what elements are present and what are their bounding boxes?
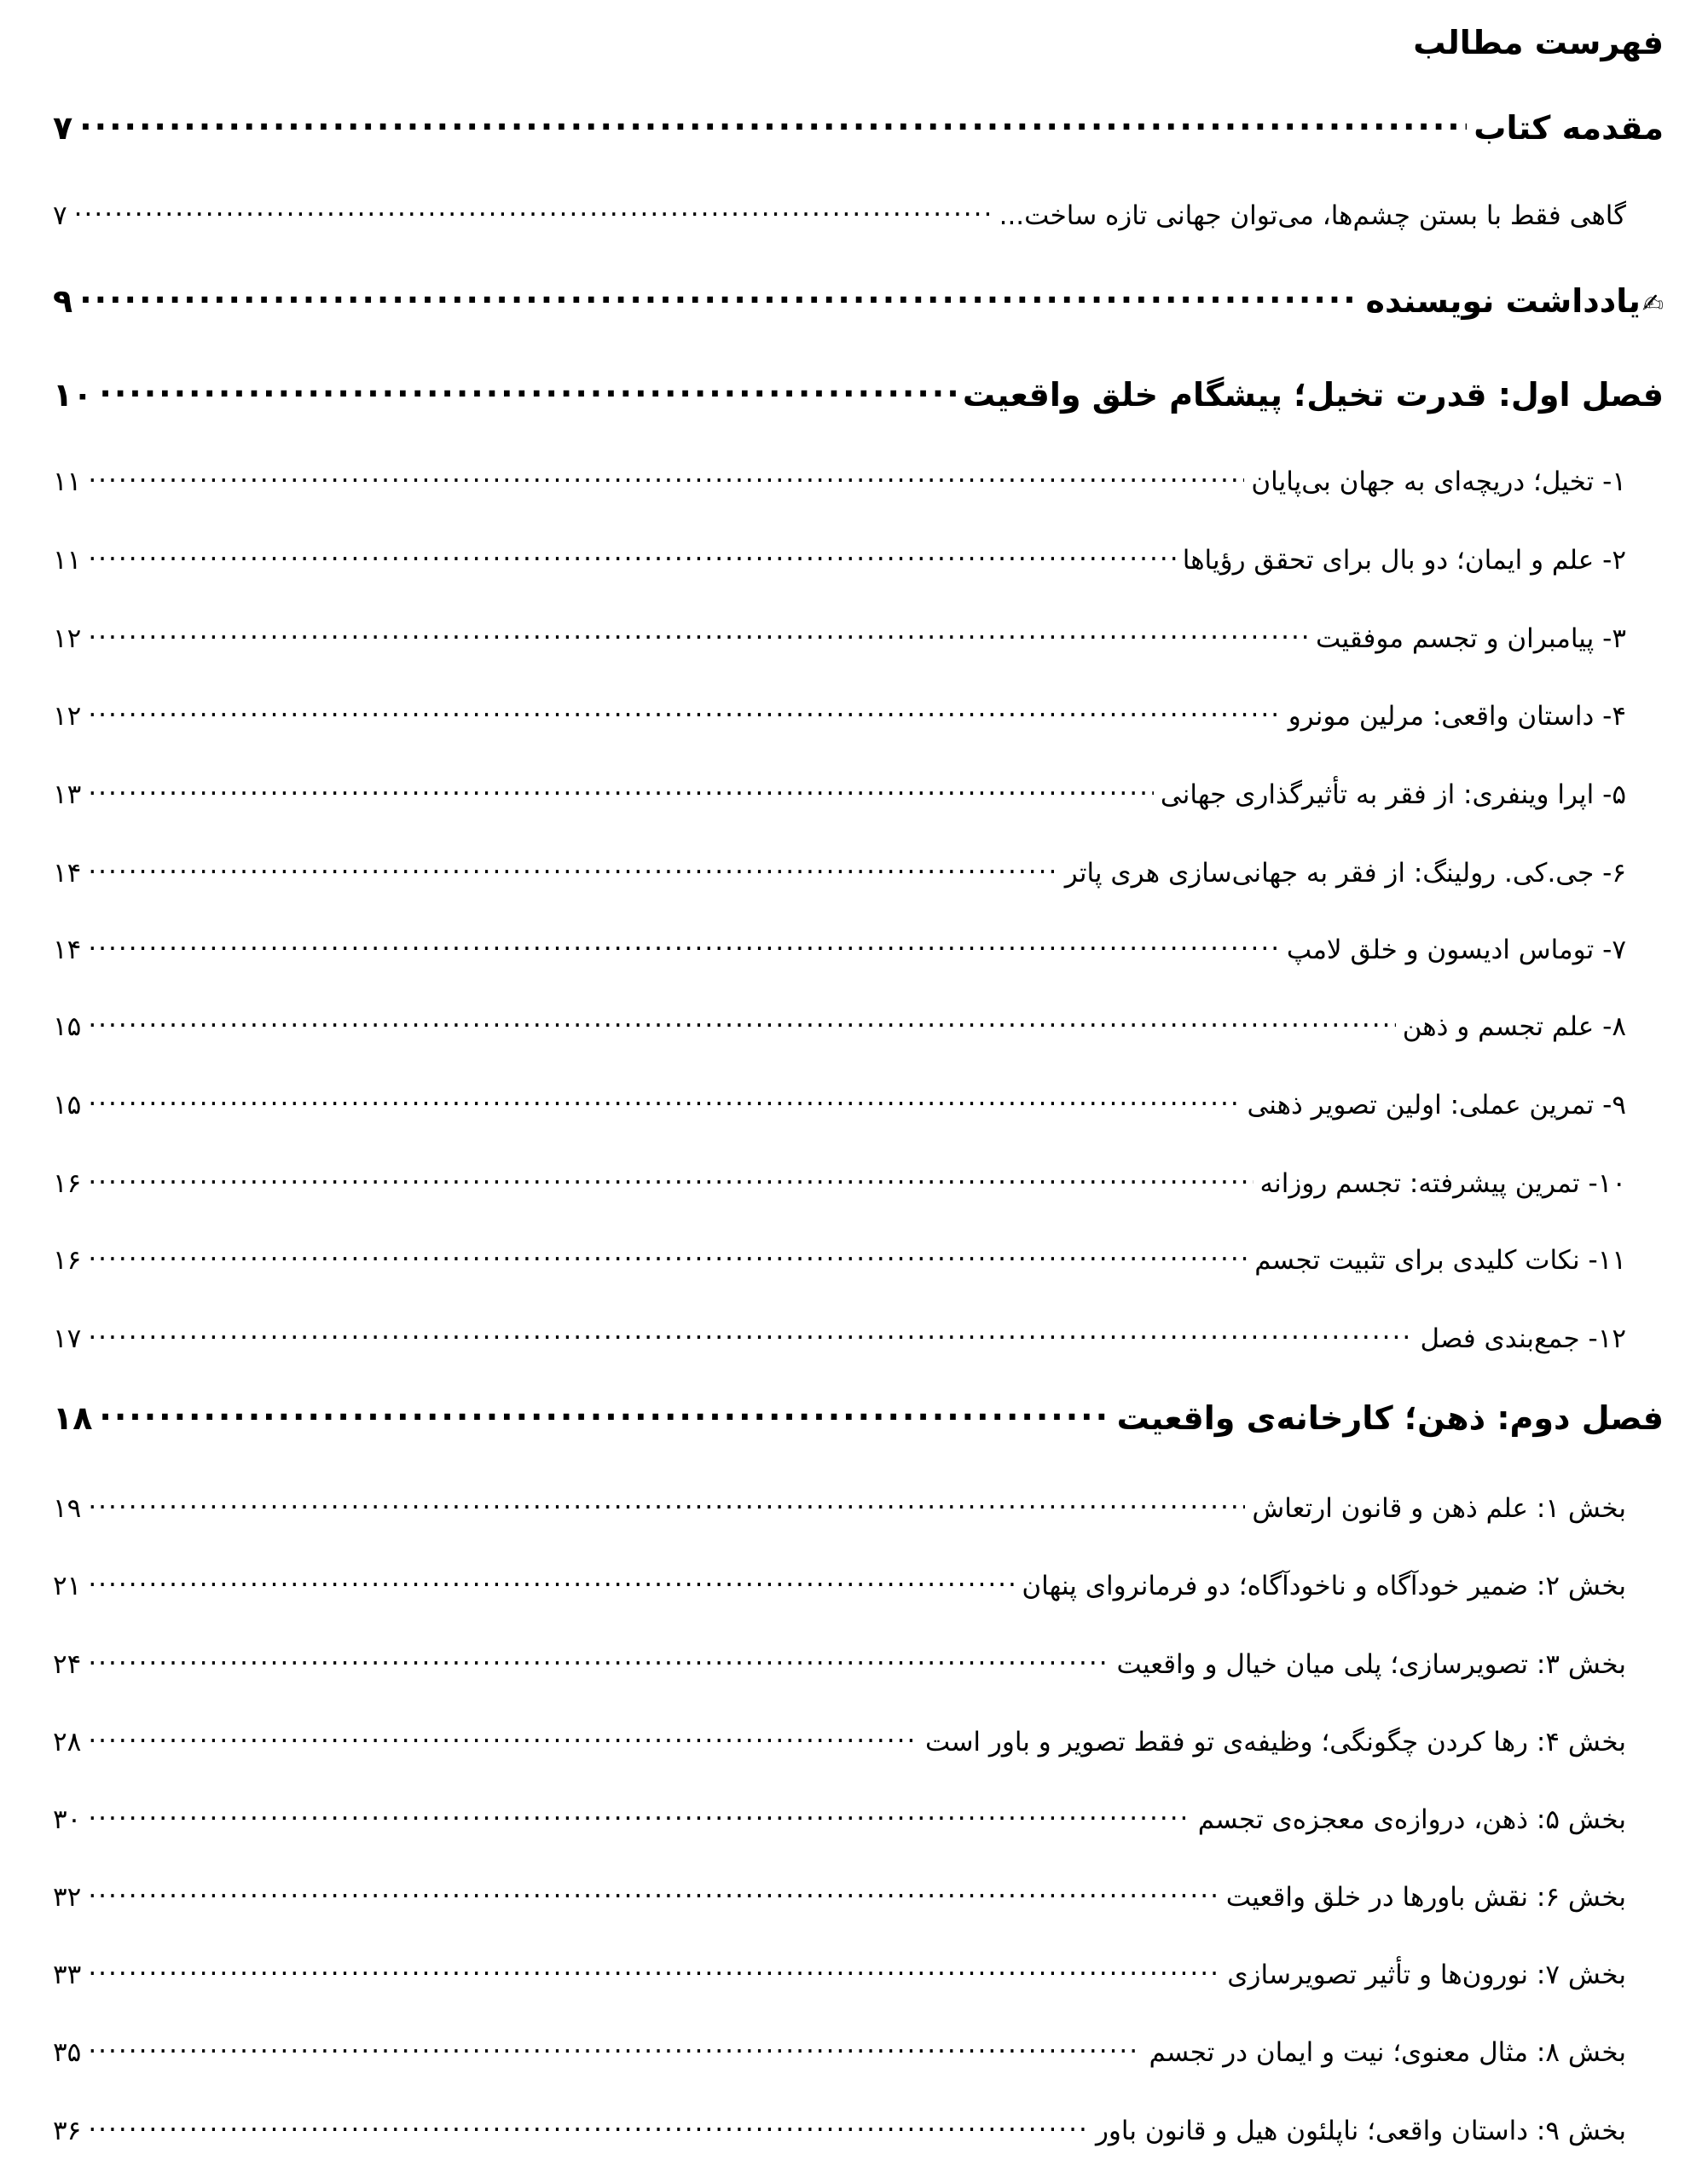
- toc-entry-label: بخش ۲: ضمیر خودآگاه و ناخودآگاه؛ دو فرمانروای پنهان: [1022, 1571, 1626, 1601]
- toc-entry-label: ۷- توماس ادیسون و خلق لامپ: [1286, 935, 1626, 965]
- toc-entry-label: ۱- تخیل؛ دریچه‌ای به جهان بی‌پایان: [1251, 466, 1626, 497]
- toc-page-number: ۱۳: [53, 779, 82, 810]
- toc-section-entry[interactable]: [53, 2113, 1626, 2146]
- toc-section-entry[interactable]: [53, 1568, 1626, 1601]
- dot-leader: [88, 1321, 1413, 1347]
- toc-section-entry[interactable]: [53, 542, 1626, 576]
- toc-page-number: ۱۱: [53, 466, 82, 497]
- toc-chapter-entry[interactable]: [53, 1397, 1664, 1437]
- dot-leader: [88, 2113, 1089, 2140]
- toc-entry-label: ۱۱- نکات کلیدی برای تثبیت تجسم: [1254, 1245, 1626, 1276]
- dot-leader: [88, 932, 1280, 958]
- toc-page-number: ۳۶: [53, 2116, 82, 2146]
- toc-section-entry[interactable]: [53, 1491, 1626, 1524]
- toc-entry-label: بخش ۱: علم ذهن و قانون ارتعاش: [1252, 1493, 1626, 1524]
- toc-section-entry[interactable]: [53, 1009, 1626, 1042]
- toc-section-entry[interactable]: [53, 698, 1626, 732]
- toc-section-entry[interactable]: [53, 1647, 1626, 1680]
- dot-leader: [88, 1957, 1220, 1983]
- toc-section-entry[interactable]: [53, 1957, 1626, 1990]
- toc-section-entry[interactable]: [53, 1087, 1626, 1120]
- toc-page-number: ۲۱: [53, 1571, 82, 1601]
- toc-entry-label: بخش ۵: ذهن، دروازه‌ی معجزه‌ی تجسم: [1197, 1804, 1626, 1835]
- toc-section-entry[interactable]: [53, 621, 1626, 654]
- toc-section-entry[interactable]: [53, 464, 1626, 497]
- toc-page-number: ۷: [53, 200, 67, 231]
- toc-entry-label: ۹- تمرین عملی: اولین تصویر ذهنی: [1247, 1090, 1626, 1120]
- dot-leader: [74, 198, 993, 224]
- dot-leader: [88, 542, 1175, 569]
- dot-leader: [88, 1009, 1395, 1035]
- toc-page-number: ۱۴: [53, 858, 82, 889]
- toc-page-number: ۱۹: [53, 1493, 82, 1524]
- toc-section-entry[interactable]: [53, 1242, 1626, 1276]
- writing-hand-icon: ✍: [1641, 289, 1664, 319]
- dot-leader: [88, 698, 1281, 725]
- toc-section-entry[interactable]: [53, 1802, 1626, 1835]
- toc-section-entry[interactable]: [53, 855, 1626, 889]
- toc-page-number: ۱۷: [53, 1323, 82, 1354]
- dot-leader: [88, 621, 1309, 647]
- toc-page-number: ۹: [53, 282, 73, 320]
- toc-page-number: ۳۰: [53, 1804, 82, 1835]
- toc-entry-label: ۳- پیامبران و تجسم موفقیت: [1316, 623, 1626, 654]
- dot-leader: [88, 1879, 1219, 1906]
- toc-entry-label: ۵- اپرا وینفری: از فقر به تأثیرگذاری جهانی: [1160, 779, 1626, 810]
- toc-section-entry[interactable]: [53, 1879, 1626, 1913]
- toc-section-entry[interactable]: [53, 932, 1626, 965]
- dot-leader: [88, 855, 1057, 882]
- page-title: فهرست مطالب: [1413, 24, 1664, 61]
- toc-section-entry[interactable]: [53, 1166, 1626, 1199]
- toc-entry-label: بخش ۴: رها کردن چگونگی؛ وظیفه‌ی تو فقط تصویر و باور است: [925, 1727, 1626, 1757]
- toc-section-entry[interactable]: [53, 198, 1626, 231]
- toc-section-entry[interactable]: [53, 2035, 1626, 2068]
- toc-page-number: ۱۸: [53, 1399, 93, 1437]
- toc-page-number: ۱۲: [53, 701, 82, 732]
- toc-entry-label: ۸- علم تجسم و ذهن: [1402, 1011, 1626, 1042]
- toc-page-number: ۳۳: [53, 1960, 82, 1990]
- toc-entry-label: مقدمه کتاب: [1474, 109, 1664, 147]
- toc-entry-label: فصل اول: قدرت تخیل؛ پیشگام خلق واقعیت: [962, 376, 1664, 414]
- toc-page-number: ۷: [53, 109, 73, 147]
- toc-chapter-entry[interactable]: [53, 280, 1664, 320]
- toc-section-entry[interactable]: [53, 1321, 1626, 1354]
- toc-entry-label: بخش ۶: نقش باورها در خلق واقعیت: [1225, 1882, 1626, 1913]
- toc-chapter-entry[interactable]: [53, 107, 1664, 147]
- toc-page-number: ۱۵: [53, 1011, 82, 1042]
- toc-entry-label: ۴- داستان واقعی: مرلین مونرو: [1288, 701, 1626, 732]
- toc-page-number: ۱۲: [53, 623, 82, 654]
- dot-leader: [99, 1397, 1109, 1429]
- dot-leader: [88, 777, 1154, 803]
- dot-leader: [88, 1491, 1245, 1517]
- toc-chapter-entry[interactable]: [53, 373, 1664, 414]
- toc-entry-label: یادداشت نویسنده: [1365, 282, 1641, 320]
- toc-entry-label: ۲- علم و ایمان؛ دو بال برای تحقق رؤیاها: [1182, 545, 1626, 576]
- toc-entry-label: بخش ۹: داستان واقعی؛ ناپلئون هیل و قانون باور: [1095, 2116, 1626, 2146]
- dot-leader: [88, 2035, 1142, 2061]
- dot-leader: [88, 1568, 1015, 1595]
- toc-entry-label: گاهی فقط با بستن چشم‌ها، می‌توان جهانی تازه ساخت...: [999, 200, 1626, 231]
- dot-leader: [88, 464, 1244, 490]
- dot-leader: [88, 1802, 1190, 1828]
- toc-page-number: ۲۴: [53, 1649, 82, 1680]
- toc-entry-label: فصل دوم: ذهن؛ کارخانه‌ی واقعیت: [1116, 1399, 1664, 1437]
- toc-page-number: ۳۵: [53, 2037, 82, 2068]
- toc-page-number: ۱۱: [53, 545, 82, 576]
- dot-leader: [88, 1242, 1248, 1269]
- toc-entry-label: بخش ۳: تصویرسازی؛ پلی میان خیال و واقعیت: [1116, 1649, 1626, 1680]
- toc-entry-label: ۱۲- جمع‌بندی فصل: [1420, 1323, 1626, 1354]
- dot-leader: [88, 1724, 918, 1751]
- dot-leader: [79, 107, 1467, 139]
- dot-leader: [99, 373, 955, 406]
- toc-page-number: ۱۰: [53, 376, 93, 414]
- toc-entry-label: ۶- جی.کی. رولینگ: از فقر به جهانی‌سازی هری پاتر: [1064, 858, 1626, 889]
- dot-leader: [88, 1087, 1240, 1114]
- toc-page-number: ۱۶: [53, 1168, 82, 1199]
- toc-page-number: ۱۵: [53, 1090, 82, 1120]
- toc-title-row: [53, 24, 1664, 61]
- toc-page-number: ۱۴: [53, 935, 82, 965]
- dot-leader: [88, 1166, 1253, 1192]
- toc-section-entry[interactable]: [53, 1724, 1626, 1757]
- toc-page-number: ۳۲: [53, 1882, 82, 1913]
- toc-entry-label: بخش ۸: مثال معنوی؛ نیت و ایمان در تجسم: [1149, 2037, 1626, 2068]
- dot-leader: [79, 280, 1358, 312]
- toc-page-number: ۱۶: [53, 1245, 82, 1276]
- dot-leader: [88, 1647, 1109, 1673]
- toc-entry-label: بخش ۷: نورون‌ها و تأثیر تصویرسازی: [1227, 1960, 1626, 1990]
- toc-entry-label: ۱۰- تمرین پیشرفته: تجسم روزانه: [1259, 1168, 1626, 1199]
- toc-section-entry[interactable]: [53, 777, 1626, 810]
- toc-page-number: ۲۸: [53, 1727, 82, 1757]
